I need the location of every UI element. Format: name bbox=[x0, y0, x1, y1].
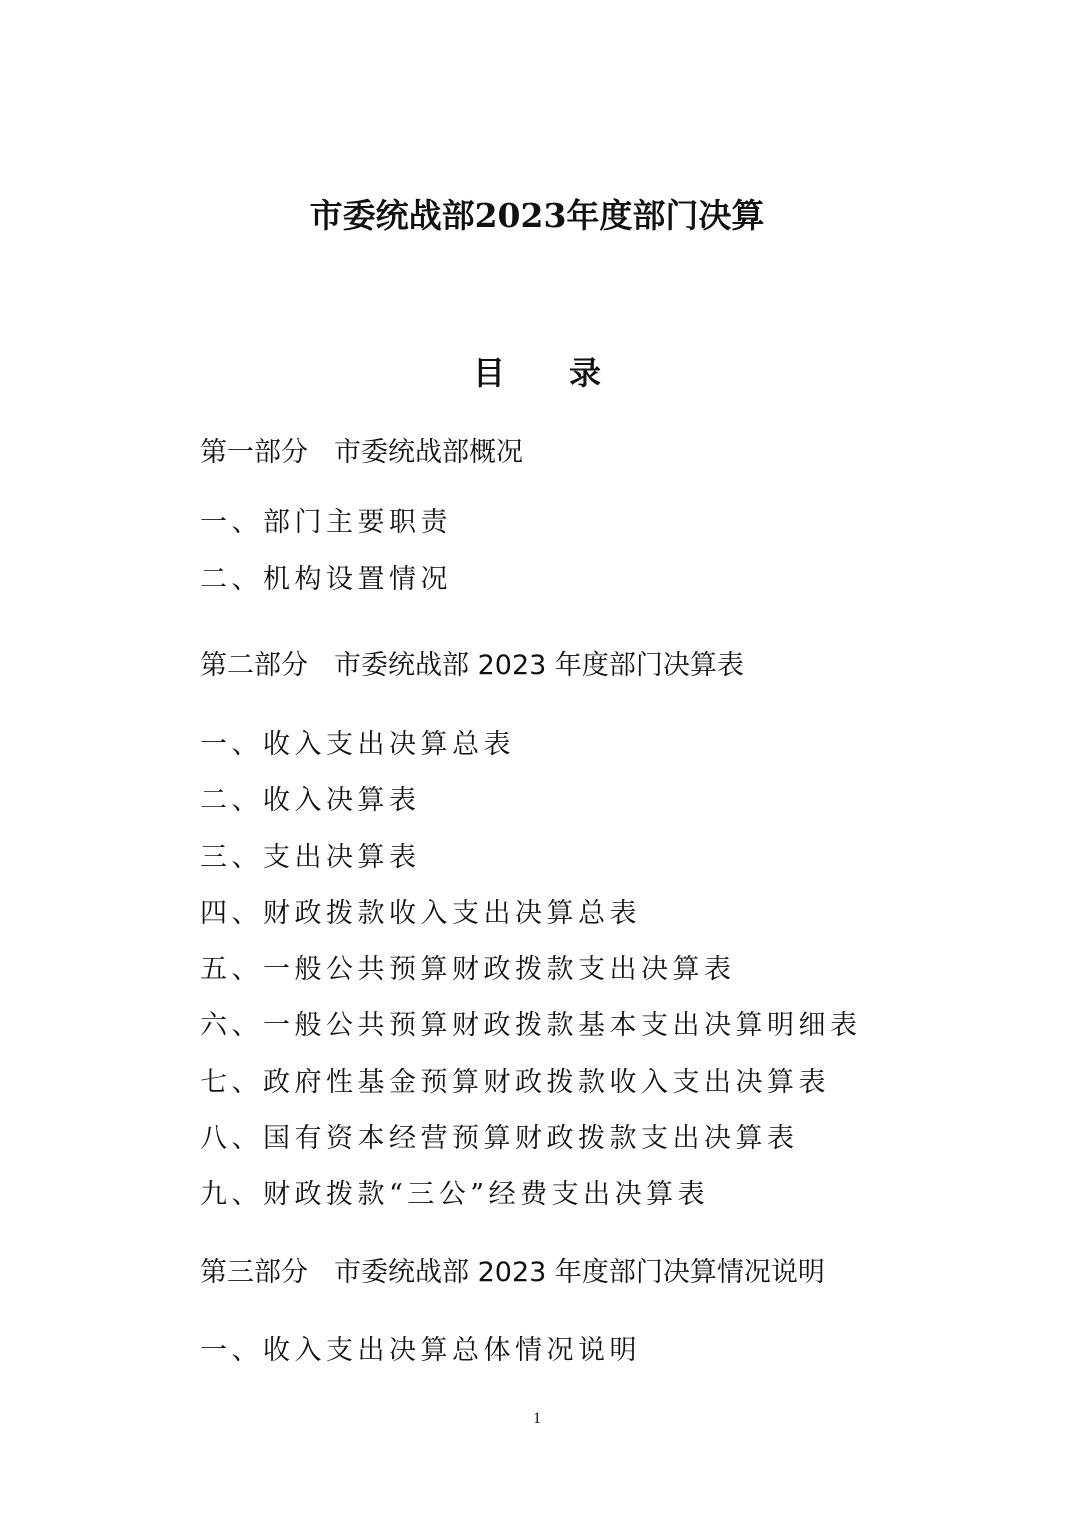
toc-part-label: 第二部分 bbox=[200, 650, 308, 681]
document-title: 市委统战部2023年度部门决算 bbox=[309, 196, 765, 235]
toc-item: 一、部门主要职责 bbox=[200, 507, 452, 538]
toc-part-1 bbox=[200, 430, 523, 469]
toc-item: 一、收入支出决算总体情况说明 bbox=[200, 1335, 641, 1366]
toc-heading: 目录 bbox=[472, 354, 665, 392]
toc-part-title: 市委统战部 2023 年度部门决算情况说明 bbox=[334, 1257, 825, 1288]
toc-item: 七、政府性基金预算财政拨款收入支出决算表 bbox=[200, 1067, 830, 1098]
toc-part-label: 第一部分 bbox=[200, 437, 308, 468]
toc-part-3 bbox=[200, 1250, 825, 1289]
toc-item: 一、收入支出决算总表 bbox=[200, 729, 515, 760]
toc-item: 二、收入决算表 bbox=[200, 785, 421, 816]
toc-item: 五、一般公共预算财政拨款支出决算表 bbox=[200, 954, 736, 985]
toc-item: 三、支出决算表 bbox=[200, 842, 421, 873]
toc-part-label: 第三部分 bbox=[200, 1257, 308, 1288]
toc-part-title: 市委统战部概况 bbox=[334, 437, 523, 468]
toc-item: 二、机构设置情况 bbox=[200, 564, 452, 595]
page-number: 1 bbox=[533, 1410, 541, 1427]
toc-part-title: 市委统战部 2023 年度部门决算表 bbox=[334, 650, 744, 681]
toc-item: 九、财政拨款“三公”经费支出决算表 bbox=[200, 1179, 710, 1210]
toc-item: 八、国有资本经营预算财政拨款支出决算表 bbox=[200, 1123, 799, 1154]
toc-item: 六、一般公共预算财政拨款基本支出决算明细表 bbox=[200, 1010, 862, 1041]
toc-part-2 bbox=[200, 643, 744, 682]
toc-item: 四、财政拨款收入支出决算总表 bbox=[200, 898, 641, 929]
